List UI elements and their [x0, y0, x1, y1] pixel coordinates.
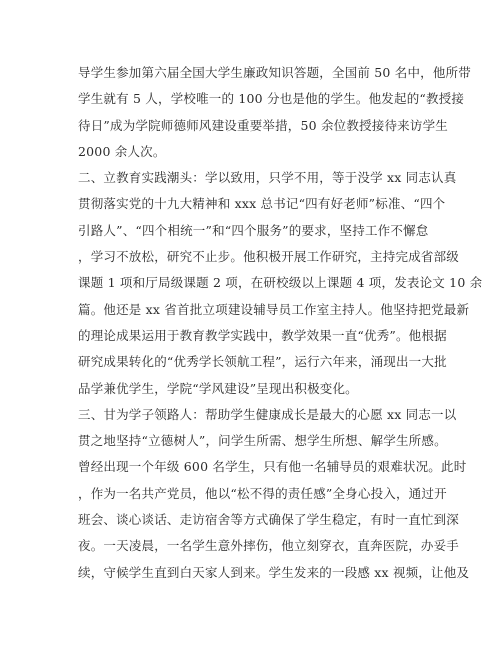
text-line: 夜。一天凌晨，一名学生意外摔伤，他立刻穿衣，直奔医院，办妥手 — [78, 538, 460, 554]
text-line: 课题 1 项和厅局级课题 2 项，在研校级以上课题 4 项，发表论文 10 余 — [78, 275, 483, 291]
section-heading-line: 三、甘为学子领路人：帮助学生健康成长是最大的心愿 xx 同志一以 — [78, 406, 457, 422]
text-line: 导学生参加第六届全国大学生廉政知识答题，全国前 50 名中，他所带 — [78, 65, 471, 80]
text-line: 续，守候学生直到白天家人到来。学生发来的一段感 xx 视频，让他及 — [78, 564, 470, 580]
text-line: 贯之地坚持“立德树人”，问学生所需、想学生所想、解学生所感。 — [78, 433, 447, 449]
text-line: ，学习不放松，研究不止步。他积极开展工作研究，主持完成省部级 — [78, 249, 460, 265]
section-heading-line: 二、立教育实践潮头：学以致用，只学不用，等于没学 xx 同志认真 — [78, 170, 457, 186]
text-line: ，作为一名共产党员，他以“松不得的责任感”全身心投入，通过开 — [78, 485, 447, 501]
text-line: 班会、谈心谈话、走访宿舍等方式确保了学生稳定，有时一直忙到深 — [78, 512, 460, 528]
text-line: 篇。他还是 xx 省首批立项建设辅导员工作室主持人。他坚持把党最新 — [78, 301, 470, 317]
text-line: 待日”成为学院师德师风建设重要举措，50 余位教授接待来访学生 — [78, 117, 448, 133]
text-line: 曾经出现一个年级 600 名学生，只有他一名辅导员的艰难状况。此时 — [78, 459, 467, 475]
text-line: 学生就有 5 人，学校唯一的 100 分也是他的学生。他发起的“教授接 — [78, 91, 465, 107]
text-line: 引路人”、“四个相统一”和“四个服务”的要求，坚持工作不懈怠 — [78, 222, 429, 238]
text-line: 贯彻落实党的十九大精神和 xxx 总书记“四有好老师”标准、“四个 — [78, 196, 446, 212]
body-text — [78, 60, 483, 586]
text-line: 品学兼优学生，学院“学风建设”呈现出积极变化。 — [78, 380, 358, 396]
text-line: 的理论成果运用于教育教学实践中，教学效果一直“优秀”。他根据 — [78, 327, 447, 343]
text-line: 2000 余人次。 — [78, 143, 166, 159]
text-line: 研究成果转化的“优秀学长领航工程”，运行六年来，涌现出一大批 — [78, 354, 447, 370]
